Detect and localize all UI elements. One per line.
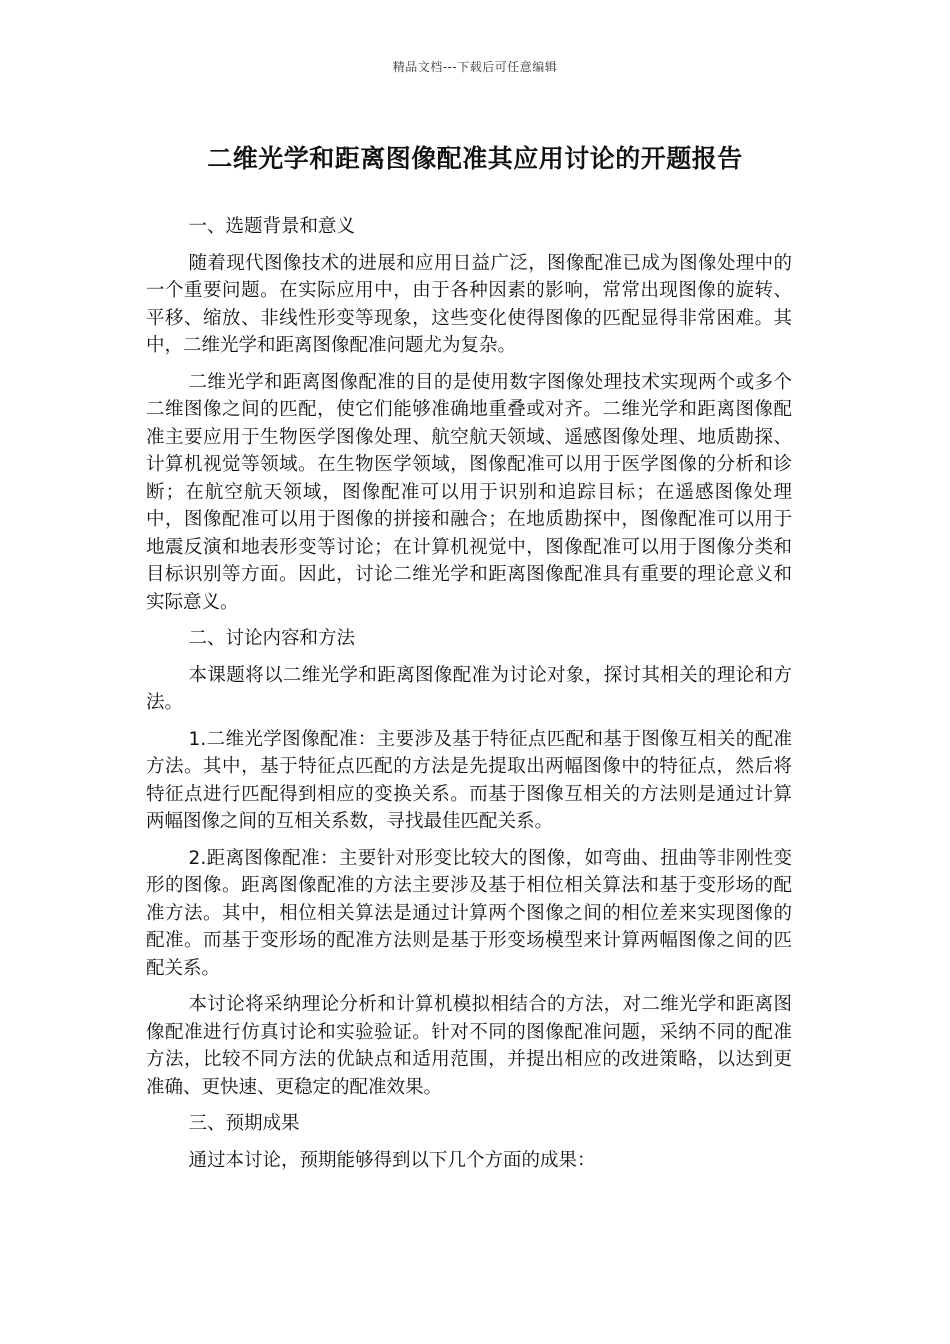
document-body bbox=[146, 213, 792, 1183]
paragraph-background-1: 随着现代图像技术的进展和应用日益广泛，图像配准已成为图像处理中的一个重要问题。在实际应用中，由于各种因素的影响，常常出现图像的旋转、平移、缩放、非线性形变等现象，这些变化使得图像的匹配显得非常困难。其中，二维光学和距离图像配准问题尤为复杂。 bbox=[146, 252, 792, 356]
paragraph-range-registration: 2.距离图像配准：主要针对形变比较大的图像，如弯曲、扭曲等非刚性变形的图像。距离图像配准的方法主要涉及基于相位相关算法和基于变形场的配准方法。其中，相位相关算法是通过计算两个图像之间的相位差来实现图像的配准。而基于变形场的配准方法则是基于形变场模型来计算两幅图像之间的匹配关系。 bbox=[146, 847, 792, 979]
section-heading-expected-results: 三、预期成果 bbox=[188, 1113, 300, 1134]
paragraph-background-2: 二维光学和距离图像配准的目的是使用数字图像处理技术实现两个或多个二维图像之间的匹配，使它们能够准确地重叠或对齐。二维光学和距离图像配准主要应用于生物医学图像处理、航空航天领域、遥感图像处理、地质勘探、计算机视觉等领域。在生物医学领域，图像配准可以用于医学图像的分析和诊断；在航空航天领域，图像配准可以用于识别和追踪目标；在遥感图像处理中，图像配准可以用于图像的拼接和融合；在地质勘探中，图像配准可以用于地震反演和地表形变等讨论；在计算机视觉中，图像配准可以用于图像分类和目标识别等方面。因此，讨论二维光学和距离图像配准具有重要的理论意义和实际意义。 bbox=[146, 371, 792, 613]
paragraph-methods-intro: 本课题将以二维光学和距离图像配准为讨论对象，探讨其相关的理论和方法。 bbox=[146, 664, 792, 713]
paragraph-optical-registration: 1.二维光学图像配准：主要涉及基于特征点匹配和基于图像互相关的配准方法。其中，基于特征点匹配的方法是先提取出两幅图像中的特征点，然后将特征点进行匹配得到相应的变换关系。而基于图像互相关的方法则是通过计算两幅图像之间的互相关系数，寻找最佳匹配关系。 bbox=[146, 728, 792, 832]
paragraph-expected-results: 通过本讨论，预期能够得到以下几个方面的成果： bbox=[188, 1149, 596, 1171]
section-heading-content-methods: 二、讨论内容和方法 bbox=[188, 628, 356, 649]
header-note: 精品文档---下载后可任意编辑 bbox=[392, 60, 558, 74]
document-title: 二维光学和距离图像配准其应用讨论的开题报告 bbox=[207, 144, 743, 173]
paragraph-methods-approach: 本讨论将采纳理论分析和计算机模拟相结合的方法，对二维光学和距离图像配准进行仿真讨论和实验验证。针对不同的图像配准问题，采纳不同的配准方法，比较不同方法的优缺点和适用范围，并提出相应的改进策略，以达到更准确、更快速、更稳定的配准效果。 bbox=[146, 994, 792, 1098]
section-heading-background: 一、选题背景和意义 bbox=[188, 216, 356, 237]
